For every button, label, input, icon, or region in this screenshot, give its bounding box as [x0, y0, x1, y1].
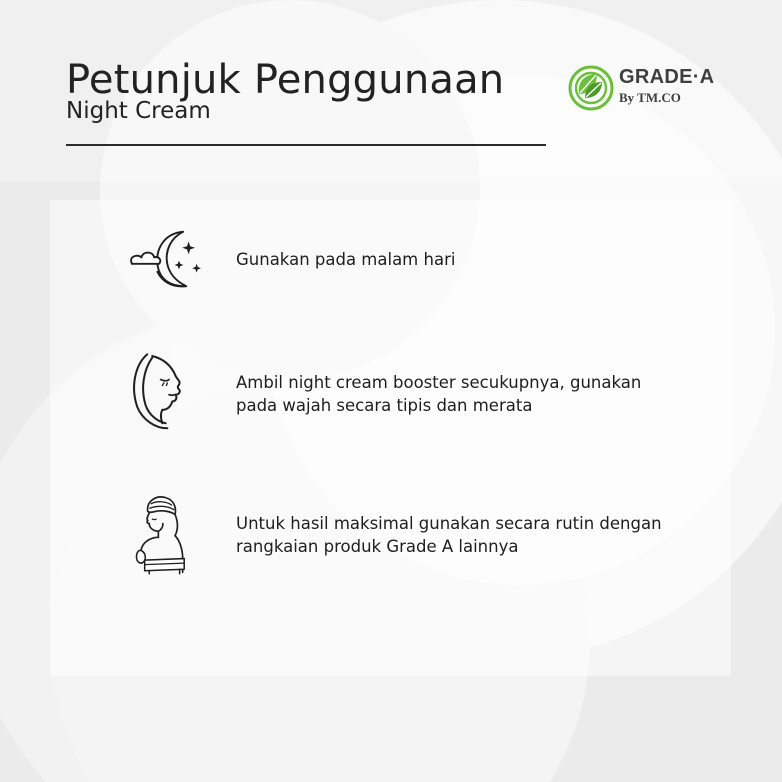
step-2-line-2: pada wajah secara tipis dan merata: [236, 396, 533, 415]
page-header: [66, 56, 546, 148]
step-text-2: [236, 371, 641, 417]
step-2-line-1: Ambil night cream booster secukupnya, gunakan: [236, 373, 642, 392]
step-1-line-1: Gunakan pada malam hari: [236, 250, 456, 269]
moon-stars-icon: [119, 227, 215, 307]
step-item-1: [115, 223, 675, 323]
step-item-2: [115, 345, 675, 445]
step-text-3: [236, 512, 662, 558]
logo-sub-text: By TM.CO: [619, 90, 681, 105]
step-item-3: [115, 480, 675, 590]
logo-brand-text: GRADE·A: [619, 66, 715, 88]
face-profile-icon: [127, 345, 211, 441]
woman-towel-icon: [131, 480, 207, 590]
title-divider: [66, 144, 546, 146]
brand-logo: [567, 62, 732, 114]
step-text-1: [236, 248, 455, 271]
step-3-line-1: Untuk hasil maksimal gunakan secara rutin dengan: [236, 514, 662, 533]
page-subtitle: Night Cream: [66, 98, 211, 124]
step-3-line-2: rangkaian produk Grade A lainnya: [236, 537, 519, 556]
page-title: Petunjuk Penggunaan: [66, 57, 505, 103]
leaf-logo-icon: [567, 64, 615, 112]
